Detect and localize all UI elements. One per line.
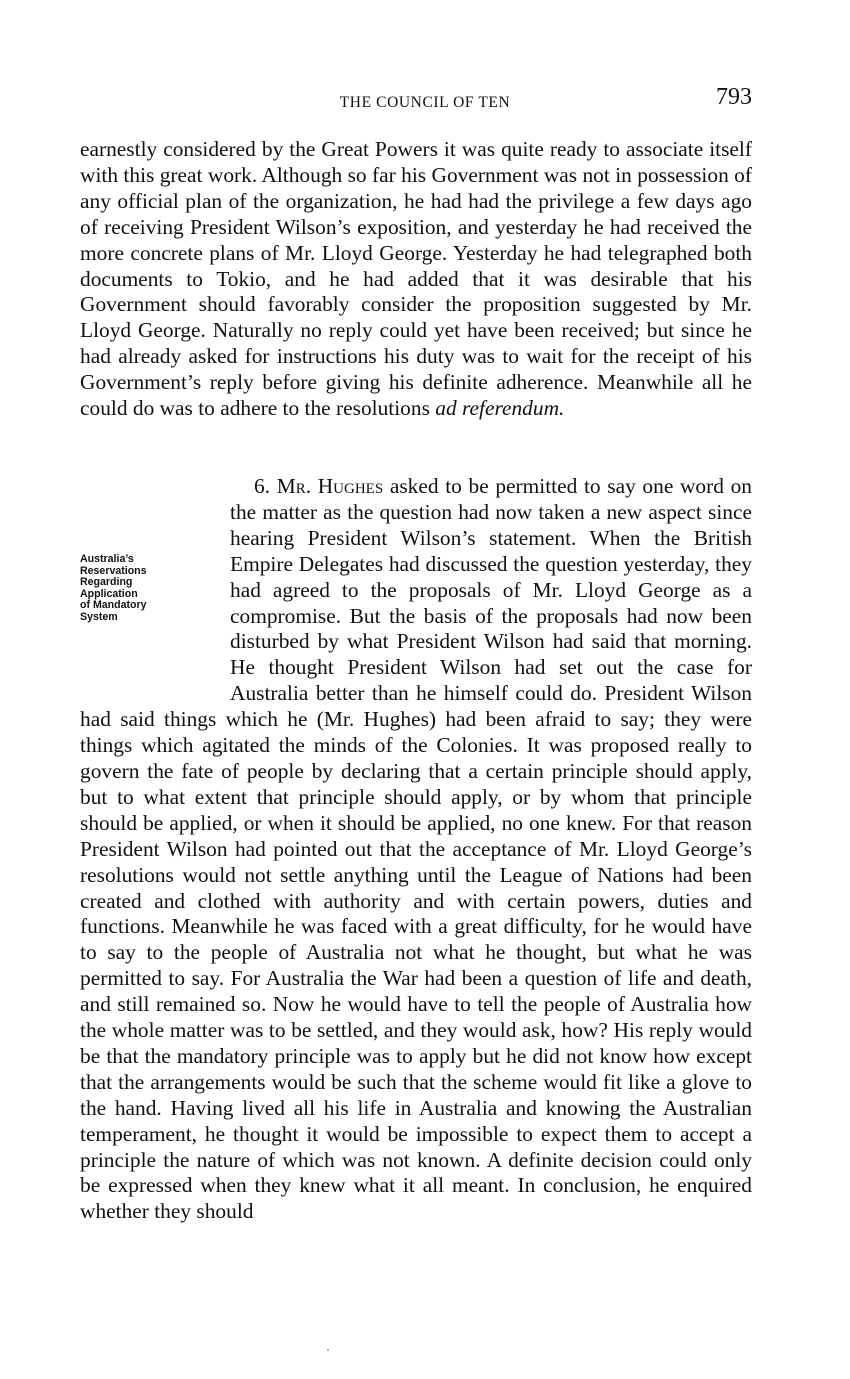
speaker-name: Mr. Hughes bbox=[276, 474, 384, 498]
running-title: THE COUNCIL OF TEN bbox=[339, 94, 511, 111]
paragraph-hughes bbox=[80, 474, 752, 1225]
paragraph-text: earnestly considered by the Great Powers it was quite ready to associate itself with this great work. Although so far his Government was not in possession of any official plan of the organization, he had had the privilege a few days ago of receiving President Wilson’s exposition, and yesterday he had received the more concrete plans of Mr. Lloyd George. Yesterday he had telegraphed both documents to Tokio, and he had added that it was desirable that his Government should favorably consider the proposition suggested by Mr. Lloyd George. Naturally no reply could yet have been received; but since he had already asked for instructions his duty was to wait for the receipt of his Government’s reply before giving his definite adherence. Meanwhile all he could do was to adhere to the resolutions bbox=[80, 137, 752, 421]
paragraph-text: asked to be permitted to say one word on the matter as the question had now taken a new aspect since hearing President Wilson’s statement. When the British Empire Delegates had discussed the question yesterday, they had agreed to the proposals of Mr. Lloyd George as a compromise. But the basis of the proposals had now been disturbed by what President Wilson had said that morning. He thought President Wilson had set out the case for Australia better than he himself could do. President Wilson had said things which he (Mr. Hughes) had been afraid to say; they were things which agitated the minds of the Colonies. It was proposed really to govern the fate of people by declaring that a certain principle should apply, but to what extent that principle should apply, or by whom that principle should be applied, or when it should be applied, no one knew. For that reason President Wilson had pointed out that the acceptance of Mr. Lloyd George’s resolutions would not settle anything until the League of Nations had been created and clothed with authority and with certain powers, duties and functions. Meanwhile he was faced with a great difficulty, for he would have to say to the people of Australia not what he thought, but what he was permitted to say. For Australia the War had been a question of life and death, and still remained so. Now he would have to tell the people of Australia how the whole matter was to be settled, and they would ask, how? His reply would be that the mandatory principle was to apply but he did not know how except that the arrangements would be such that the scheme would fit like a glove to the hand. Having lived all his life in Australia and knowing the Australian temperament, he thought it would be impossible to expect them to accept a principle the nature of which was not known. A definite decision could only be expressed when they knew what it all meant. In conclusion, he enquired whether they should bbox=[80, 474, 752, 1224]
page-header bbox=[0, 82, 850, 122]
margin-sidenote bbox=[80, 474, 230, 684]
sidenote-line: of Mandatory bbox=[80, 599, 147, 612]
sidenote-line: Regarding bbox=[80, 576, 133, 589]
paragraph-continued bbox=[80, 137, 752, 422]
print-speck bbox=[327, 1349, 329, 1351]
sidenote-line: Reservations bbox=[80, 564, 147, 577]
sidenote-line: System bbox=[80, 610, 118, 623]
page-number: 793 bbox=[716, 84, 752, 110]
sidenote-line: Application bbox=[80, 587, 138, 600]
latin-phrase: ad referendum. bbox=[435, 396, 565, 421]
paragraph-number: 6. bbox=[254, 474, 271, 498]
sidenote-line: Australia’s bbox=[80, 553, 134, 565]
